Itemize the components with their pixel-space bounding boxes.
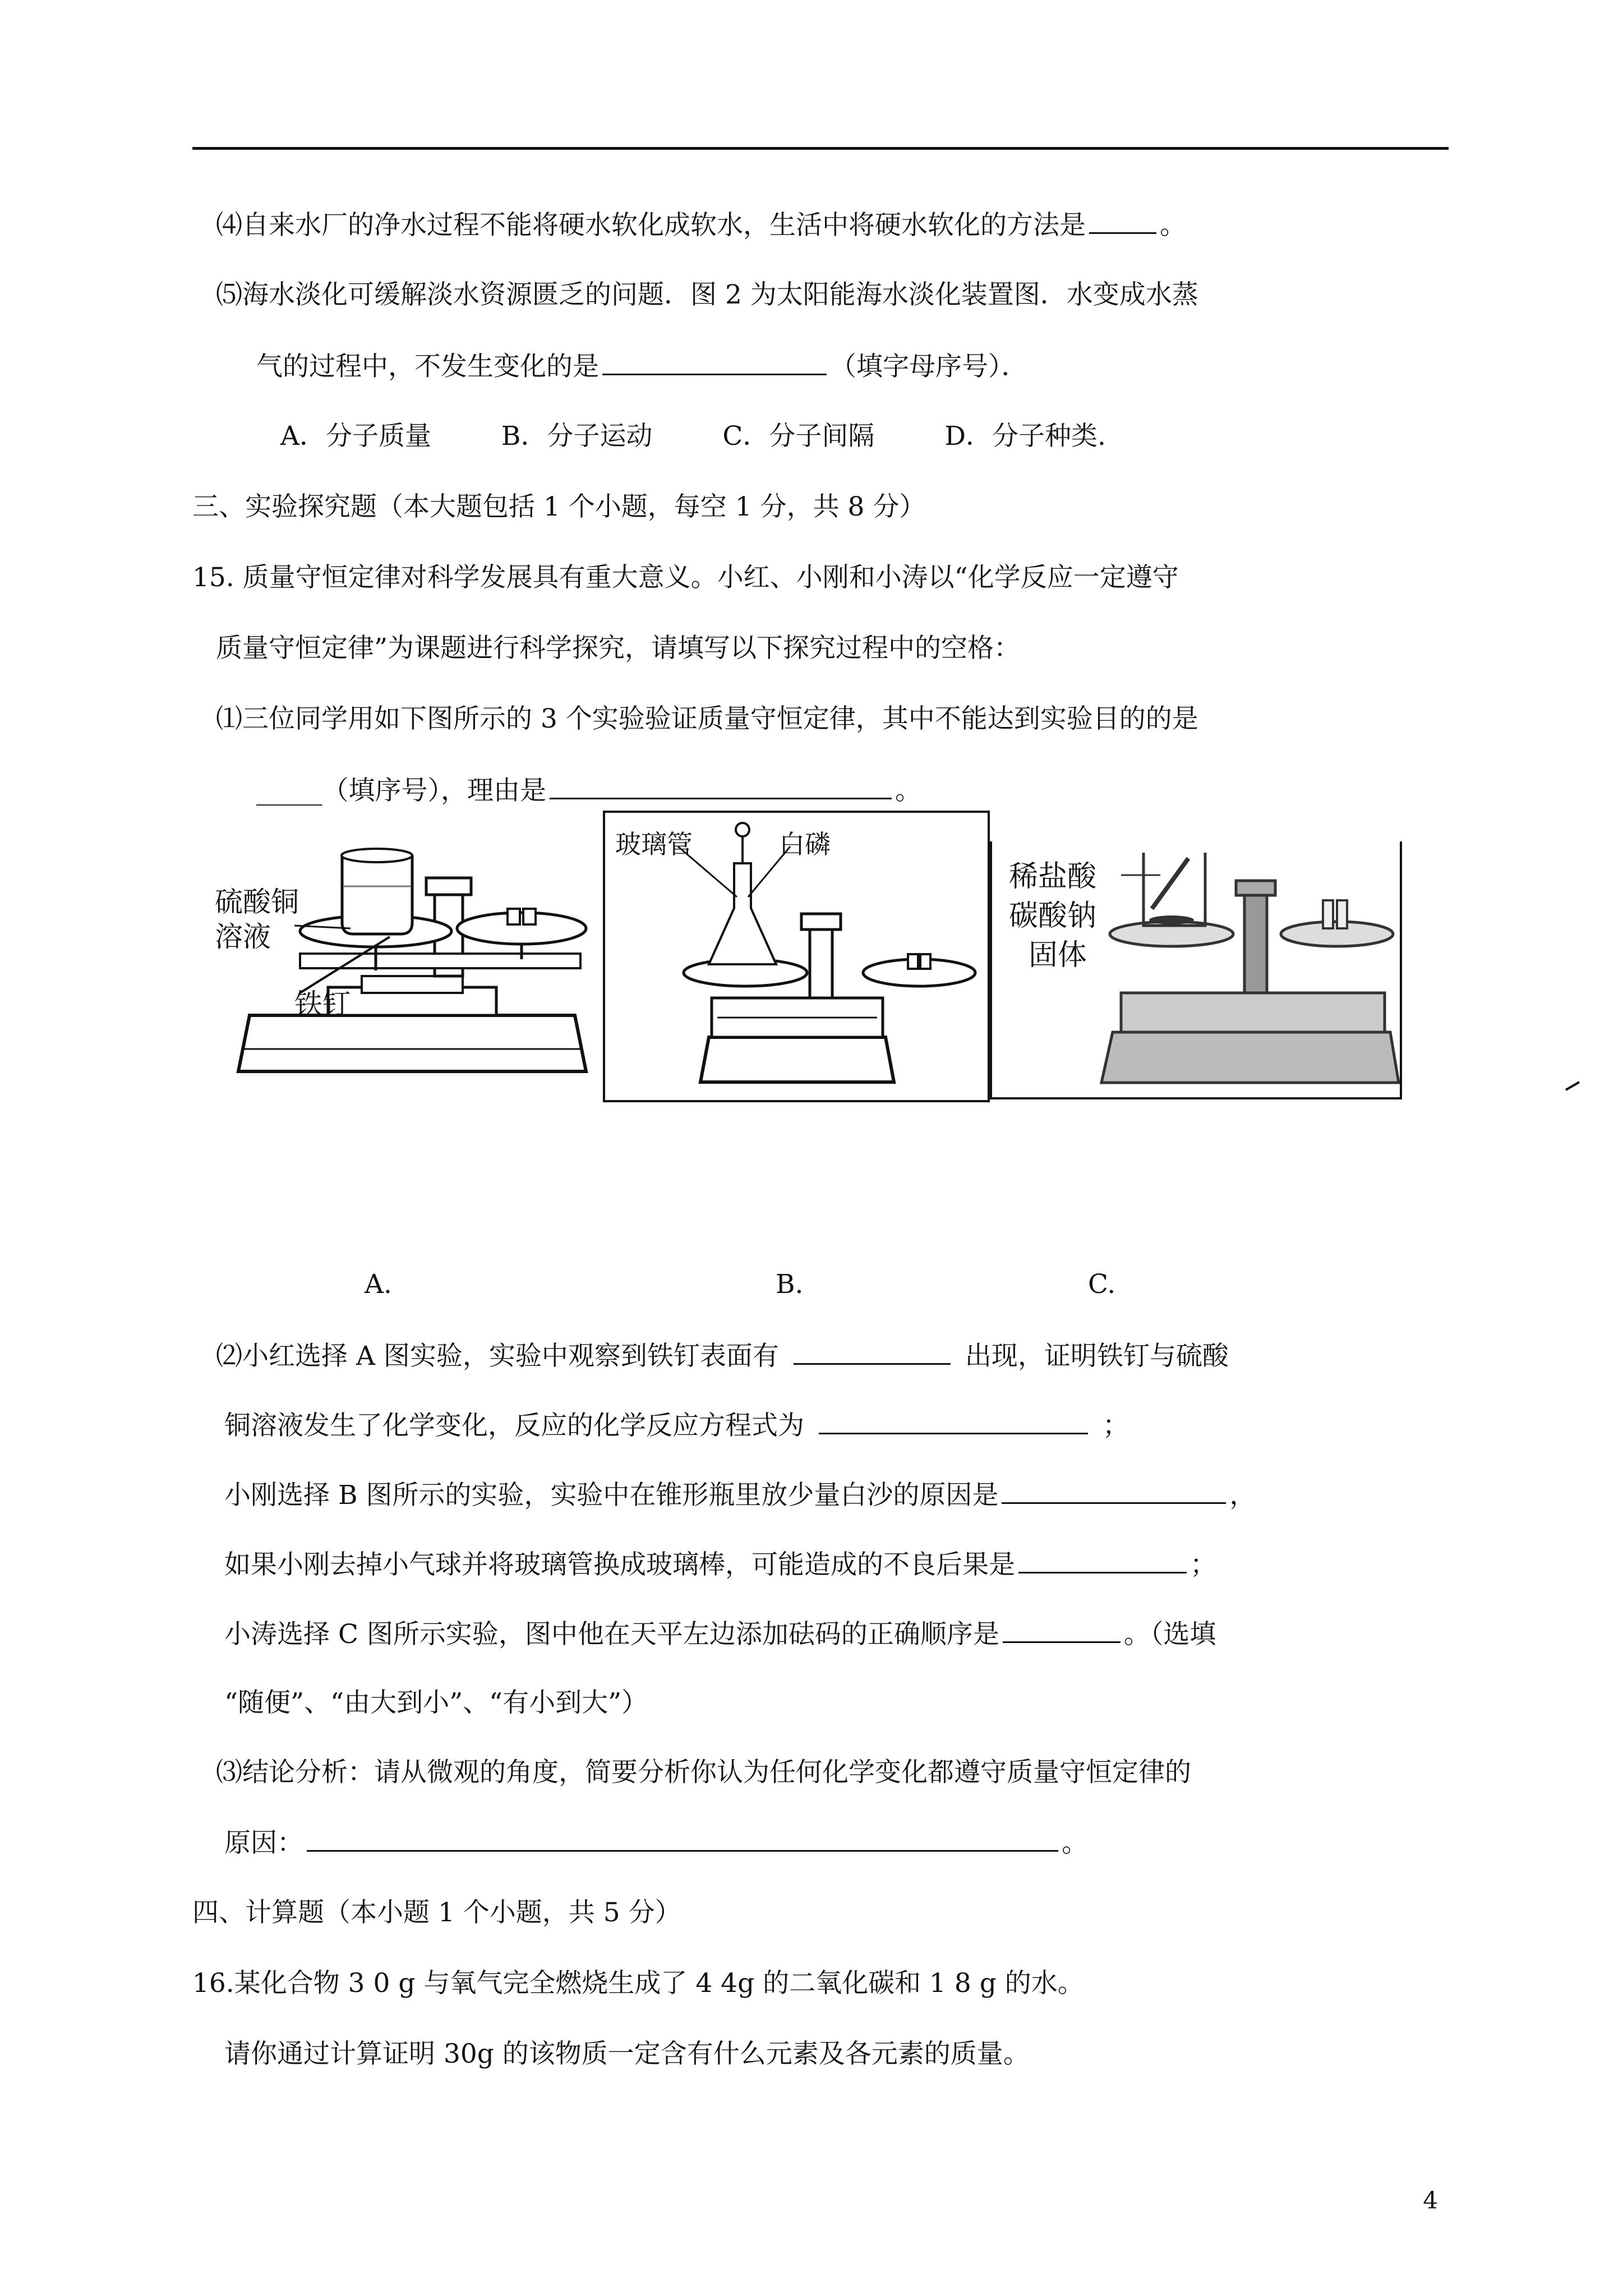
figure-b-caption: B.: [776, 1269, 804, 1300]
q15-part2-line5: 小涛选择 C 图所示实验，图中他在天平左边添加砝码的正确顺序是 。（选填: [224, 1617, 1216, 1651]
answer-blank[interactable]: [1018, 1547, 1187, 1573]
q15-intro-line2: 质量守恒定律”为课题进行科学探究，请填写以下探究过程中的空格：: [216, 633, 1021, 664]
answer-blank[interactable]: [307, 1825, 1058, 1852]
figure-c-balance: [990, 841, 1402, 1099]
q15-part2-line1: ⑵小红选择 A 图实验，实验中观察到铁钉表面有 出现，证明铁钉与硫酸: [216, 1338, 1229, 1373]
figure-b-balance: [603, 811, 990, 1102]
q14-part5-line2: 气的过程中，不发生变化的是 （填字母序号）．: [256, 349, 1028, 384]
answer-blank[interactable]: [819, 1408, 1088, 1434]
q15-part2-line2: 铜溶液发生了化学变化，反应的化学反应方程式为 ；: [224, 1408, 1129, 1443]
figure-c-caption: C.: [1088, 1269, 1116, 1300]
figure-a-caption: A.: [365, 1269, 392, 1300]
answer-blank[interactable]: [602, 349, 827, 375]
q16-line2: 请你通过计算证明 30g 的该物质一定含有什么元素及各元素的质量。: [224, 2039, 1030, 2069]
q15-part2-line6: “随便”、“由大到小”、“有小到大”）: [224, 1687, 648, 1718]
label-white-phosphorus: 白磷: [779, 829, 831, 859]
option-b: B．分子运动: [501, 421, 653, 452]
q15-part3-line1: ⑶结论分析：请从微观的角度，简要分析你认为任何化学变化都遵守质量守恒定律的: [216, 1757, 1191, 1788]
q15-part2-line4: 如果小刚去掉小气球并将玻璃管换成玻璃棒，可能造成的不良后果是 ；: [224, 1547, 1216, 1582]
header-rule: [192, 147, 1449, 150]
q15-part2-line3: 小刚选择 B 图所示的实验，实验中在锥形瓶里放少量白沙的原因是 ，: [224, 1478, 1256, 1512]
answer-blank[interactable]: [550, 773, 892, 799]
label-sodium-carbonate: 碳酸钠: [1009, 899, 1097, 933]
option-a: A．分子质量: [280, 421, 431, 452]
q14-options: [280, 420, 1168, 453]
q14-part4: ⑷自来水厂的净水过程不能将硬水软化成软水，生活中将硬水软化的方法是 。: [216, 208, 1186, 242]
label-copper-sulfate: 硫酸铜: [215, 886, 299, 918]
q15-part1-line1: ⑴三位同学用如下图所示的 3 个实验验证质量守恒定律，其中不能达到实验目的的是: [216, 703, 1198, 734]
option-c: C．分子间隔: [722, 421, 875, 452]
q15-part1-line2: _____（填序号），理由是 。: [256, 773, 921, 808]
label-solid: 固体: [1029, 938, 1087, 972]
answer-blank[interactable]: [1089, 208, 1156, 234]
section-3-heading: 三、实验探究题（本大题包括 1 个小题，每空 1 分，共 8 分）: [192, 491, 926, 522]
answer-blank[interactable]: [1003, 1617, 1121, 1643]
section-4-heading: 四、计算题（本小题 1 个小题，共 5 分）: [192, 1897, 681, 1928]
label-hydrochloric-acid: 稀盐酸: [1009, 860, 1097, 894]
answer-blank[interactable]: [794, 1338, 951, 1365]
label-iron-nail: 铁钉: [294, 988, 351, 1020]
answer-blank[interactable]: [1002, 1478, 1226, 1504]
q15-part3-line2: 原因： 。: [224, 1825, 1088, 1860]
q14-part5-line1: ⑸海水淡化可缓解淡水资源匮乏的问题．图 2 为太阳能海水淡化装置图．水变成水蒸: [216, 279, 1198, 310]
label-glass-tube: 玻璃管: [615, 829, 693, 859]
balance-a-drawing: [216, 825, 608, 1088]
stray-mark: [1565, 1080, 1581, 1091]
option-d: D．分子种类.: [944, 421, 1106, 452]
page-number: 4: [1423, 2187, 1438, 2214]
figure-a-balance: [216, 825, 608, 1088]
label-solution: 溶液: [215, 921, 271, 953]
q15-intro-line1: 15. 质量守恒定律对科学发展具有重大意义。小红、小刚和小涛以“化学反应一定遵守: [192, 562, 1179, 593]
q16-line1: 16.某化合物 3 0 g 与氧气完全燃烧生成了 4 4g 的二氧化碳和 1 8 g 的水。: [192, 1968, 1084, 1999]
